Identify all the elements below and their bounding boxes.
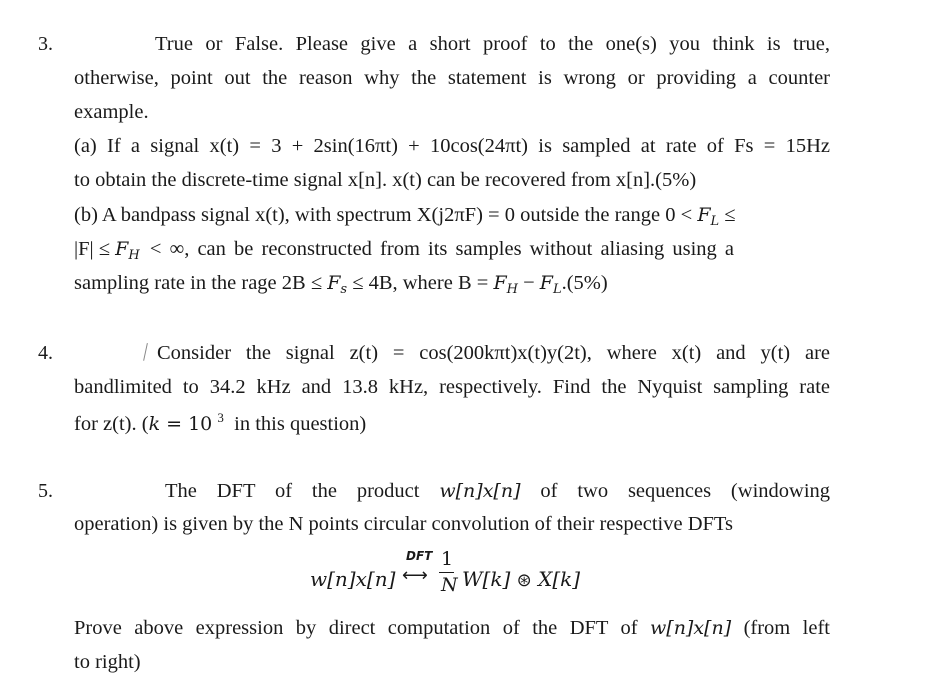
q5-line-3 xyxy=(74,617,830,640)
q5-line-2: operation) is given by the N points circular convolution of their respective DFTs xyxy=(74,513,733,535)
q4-l3-eq: = 10 xyxy=(160,413,213,435)
fraction-denominator: N xyxy=(441,574,458,596)
q4-l3-k: k xyxy=(148,413,161,435)
q3-b1-sub-L: L xyxy=(710,214,720,229)
q4-line-1: Consider the signal z(t) = cos(200kπt)x(t)y(2t), where x(t) and y(t) are xyxy=(157,342,830,364)
circular-convolution-icon: ⊛ xyxy=(516,570,532,591)
q3-b3-sub-H: H xyxy=(506,282,518,297)
q5-l1-expr: w[n]x[n] xyxy=(439,480,521,502)
q3-b2-sub-H: H xyxy=(128,248,140,263)
q3-part-b-line-3 xyxy=(74,272,608,297)
q5-l3-pre: Prove above expression by direct computation of the DFT of xyxy=(74,617,638,639)
q5-line-1 xyxy=(165,480,830,503)
q5-l3-post: (from left xyxy=(743,617,830,639)
q3-b2-F: F xyxy=(115,238,129,260)
q3-b1-text: (b) A bandpass signal x(t), with spectrum X(j2πF) = 0 outside the range 0 < xyxy=(74,204,693,226)
q3-b2-text: |F| ≤ xyxy=(74,238,110,260)
equation-lhs: w[n]x[n] xyxy=(310,567,396,591)
q3-b3-text: sampling rate in the rage 2B ≤ xyxy=(74,272,323,294)
q3-b3-post: .(5%) xyxy=(561,272,608,294)
cursor-mark xyxy=(143,343,149,361)
dft-label: DFT xyxy=(406,549,433,563)
equation-rhs xyxy=(462,567,580,591)
fraction-numerator: 1 xyxy=(441,548,454,570)
q4-l3-pre: for z(t). ( xyxy=(74,413,149,435)
q3-b3-F3: F xyxy=(539,272,553,294)
q3-part-a-line-2: to obtain the discrete-time signal x[n]. x(t) can be recovered from x[n].(5%) xyxy=(74,169,697,191)
question-3-number: 3. xyxy=(38,33,53,55)
q4-line-3 xyxy=(74,410,366,436)
q4-line-2: bandlimited to 34.2 kHz and 13.8 kHz, respectively. Find the Nyquist sampling rate xyxy=(74,376,830,398)
equation-W: W[k] xyxy=(462,567,511,591)
q3-b1-F: F xyxy=(697,204,711,226)
q3-b3-sub-L: L xyxy=(552,282,562,297)
q3-b1-leq: ≤ xyxy=(724,204,736,226)
q3-b3-mid: ≤ 4B, where B = xyxy=(352,272,489,294)
q5-line-4: to right) xyxy=(74,651,141,673)
q3-line-2: otherwise, point out the reason why the statement is wrong or providing a counter xyxy=(74,67,830,89)
fraction-bar xyxy=(439,572,454,573)
q3-line-3: example. xyxy=(74,101,149,123)
question-5-number: 5. xyxy=(38,480,53,502)
q3-b3-sub-s: s xyxy=(340,282,348,297)
q3-line-1: True or False. Please give a short proof to the one(s) you think is true, xyxy=(155,33,830,55)
q4-l3-post: in this question) xyxy=(234,413,367,435)
q3-part-a-line-1: (a) If a signal x(t) = 3 + 2sin(16πt) + 10cos(24πt) is sampled at rate of Fs = 15Hz xyxy=(74,135,830,157)
q4-l3-exp: 3 xyxy=(217,410,224,425)
q5-l1-pre: The DFT of the product xyxy=(165,480,420,502)
q3-part-b-line-1 xyxy=(74,204,736,229)
equation-X: X[k] xyxy=(538,567,581,591)
question-4-number: 4. xyxy=(38,342,53,364)
q3-b3-minus: − xyxy=(523,272,535,294)
q3-b3-F: F xyxy=(327,272,341,294)
q5-l1-post: of two sequences (windowing xyxy=(540,480,831,502)
double-arrow-icon: ⟷ xyxy=(402,565,428,586)
q3-b2-rest: < ∞, can be reconstructed from its samples without aliasing using a xyxy=(149,238,734,260)
q3-b3-F2: F xyxy=(493,272,507,294)
q3-part-b-line-2 xyxy=(74,238,830,263)
q5-l3-expr: w[n]x[n] xyxy=(650,617,732,639)
